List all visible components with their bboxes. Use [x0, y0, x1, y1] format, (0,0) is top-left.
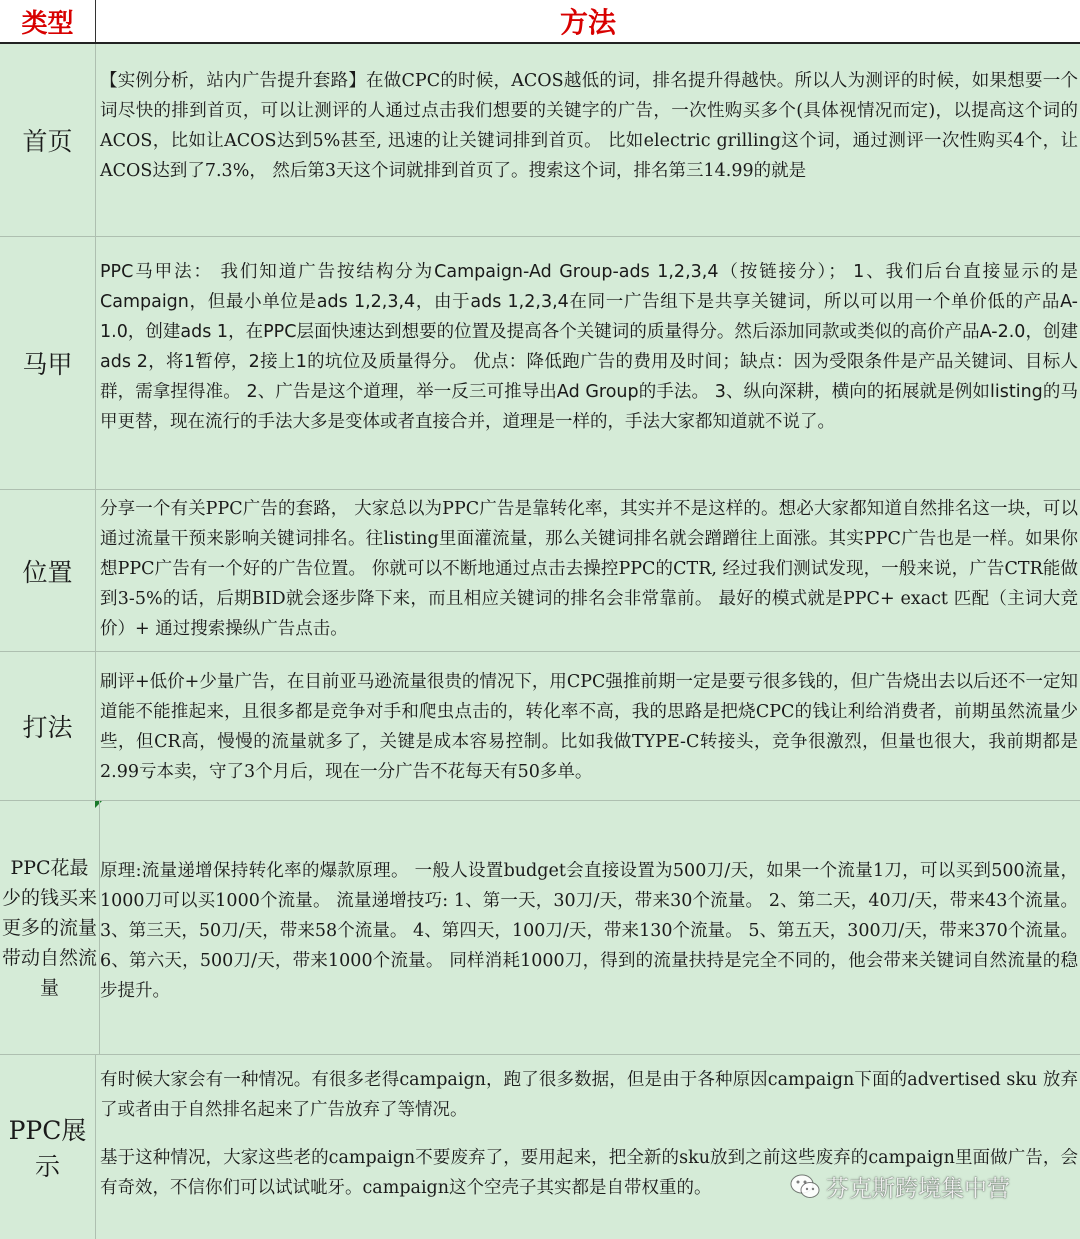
row-method [100, 667, 1078, 787]
row-method [100, 66, 1078, 186]
watermark [790, 1170, 1010, 1203]
row-type: PPC花最少的钱买来更多的流量带动自然流量 [0, 801, 100, 1054]
row-type: 马甲 [0, 237, 96, 489]
table-row [0, 652, 1080, 801]
row-method [100, 257, 1078, 437]
row-type: PPC展示 [0, 1055, 96, 1239]
method-paragraph: 【实例分析，站内广告提升套路】在做CPC的时候，ACOS越低的词，排名提升得越快。所以人为测评的时候，如果想要一个词尽快的排到首页，可以让测评的人通过点击我们想要的关键字的广告，一次性购买多个(具体视情况而定)，以提高这个词的ACOS，比如让ACOS达到5%甚至, 迅速的让关键词排到首页。 比如electric grilling这个词，通过测评一次性购买4个，让ACOS达到了7.3%， 然后第3天这个词就排到首页了。搜索这个词，排名第三14.99的就是 [100, 71, 1078, 181]
table-row [0, 44, 1080, 237]
row-method [100, 494, 1078, 644]
method-paragraph: 刷评+低价+少量广告，在目前亚马逊流量很贵的情况下，用CPC强推前期一定是要亏很多钱的，但广告烧出去以后还不一定知道能不能推起来，且很多都是竞争对手和爬虫点击的，转化率不高，我的思路是把烧CPC的钱让利给消费者，前期虽然流量少些，但CR高，慢慢的流量就多了，关键是成本容易控制。比如我做TYPE-C转接头，竞争很激烈，但量也很大，我前期都是2.99亏本卖，守了3个月后，现在一分广告不花每天有50多单。 [100, 672, 1078, 782]
method-paragraph: 有时候大家会有一种情况。有很多老得campaign，跑了很多数据，但是由于各种原因campaign下面的advertised sku 放弃了或者由于自然排名起来了广告放弃了等情况。 [100, 1070, 1078, 1120]
method-paragraph: 基于这种情况，大家这些老的campaign不要废弃了，要用起来，把全新的sku放到之前这些废弃的campaign里面做广告，会有奇效，不信你们可以试试呲牙。campaign这个空壳子其实都是自带权重的。 [100, 1148, 1078, 1198]
table-header [0, 0, 1080, 44]
watermark-text: 芬克斯跨境集中营 [826, 1176, 1010, 1202]
table-row [0, 1055, 1080, 1239]
header-method: 方法 [559, 6, 616, 39]
row-type: 打法 [0, 652, 96, 800]
method-paragraph: PPC马甲法： 我们知道广告按结构分为Campaign-Ad Group-ads 1,2,3,4（按链接分）； 1、我们后台直接显示的是Campaign，但最小单位是ads 1,2,3,4，由于ads 1,2,3,4在同一广告组下是共享关键词，所以可以用一个单价低的产品A-1.0，创建ads 1，在PPC层面快速达到想要的位置及提高各个关键词的质量得分。然后添加同款或类似的高价产品A-2.0，创建ads 2，将1暂停，2接上1的坑位及质量得分。 优点：降低跑广告的费用及时间；缺点：因为受限条件是产品关键词、目标人群，需拿捏得准。 2、广告是这个道理，举一反三可推导出Ad Group的手法。 3、纵向深耕，横向的拓展就是例如listing的马甲更替，现在流行的手法大多是变体或者直接合并，道理是一样的，手法大家都知道就不说了。 [100, 262, 1078, 432]
wechat-icon [790, 1174, 820, 1200]
row-type: 位置 [0, 490, 96, 651]
row-type: 首页 [0, 44, 96, 236]
method-paragraph: 原理:流量递增保持转化率的爆款原理。 一般人设置budget会直接设置为500刀/天，如果一个流量1刀，可以买到500流量，1000刀可以买1000个流量。 流量递增技巧: 1、第一天，30刀/天，带来30个流量。 2、第二天，40刀/天，带来43个流量。 3、第三天，50刀/天，带来58个流量。 4、第四天，100刀/天，带来130个流量。 5、第五天，300刀/天，带来370个流量。 6、第六天，500刀/天，带来1000个流量。 同样消耗1000刀，得到的流量扶持是完全不同的，他会带来关键词自然流量的稳步提升。 [100, 861, 1078, 1001]
method-paragraph: 分享一个有关PPC广告的套路， 大家总以为PPC广告是靠转化率，其实并不是这样的。想必大家都知道自然排名这一块，可以通过流量干预来影响关键词排名。往listing里面灌流量，那么关键词排名就会蹭蹭往上面涨。其实PPC广告也是一样。如果你想PPC广告有一个好的广告位置。 你就可以不断地通过点击去操控PPC的CTR, 经过我们测试发现，一般来说，广告CTR能做到3-5%的话，后期BID就会逐步降下来，而且相应关键词的排名会非常靠前。 最好的模式就是PPC+ exact 匹配（主词大竞价）+ 通过搜索操纵广告点击。 [100, 499, 1078, 639]
table-row [0, 801, 1080, 1055]
table-row [0, 490, 1080, 652]
row-method [100, 856, 1078, 1006]
header-type: 类型 [0, 0, 96, 42]
table-row [0, 237, 1080, 490]
